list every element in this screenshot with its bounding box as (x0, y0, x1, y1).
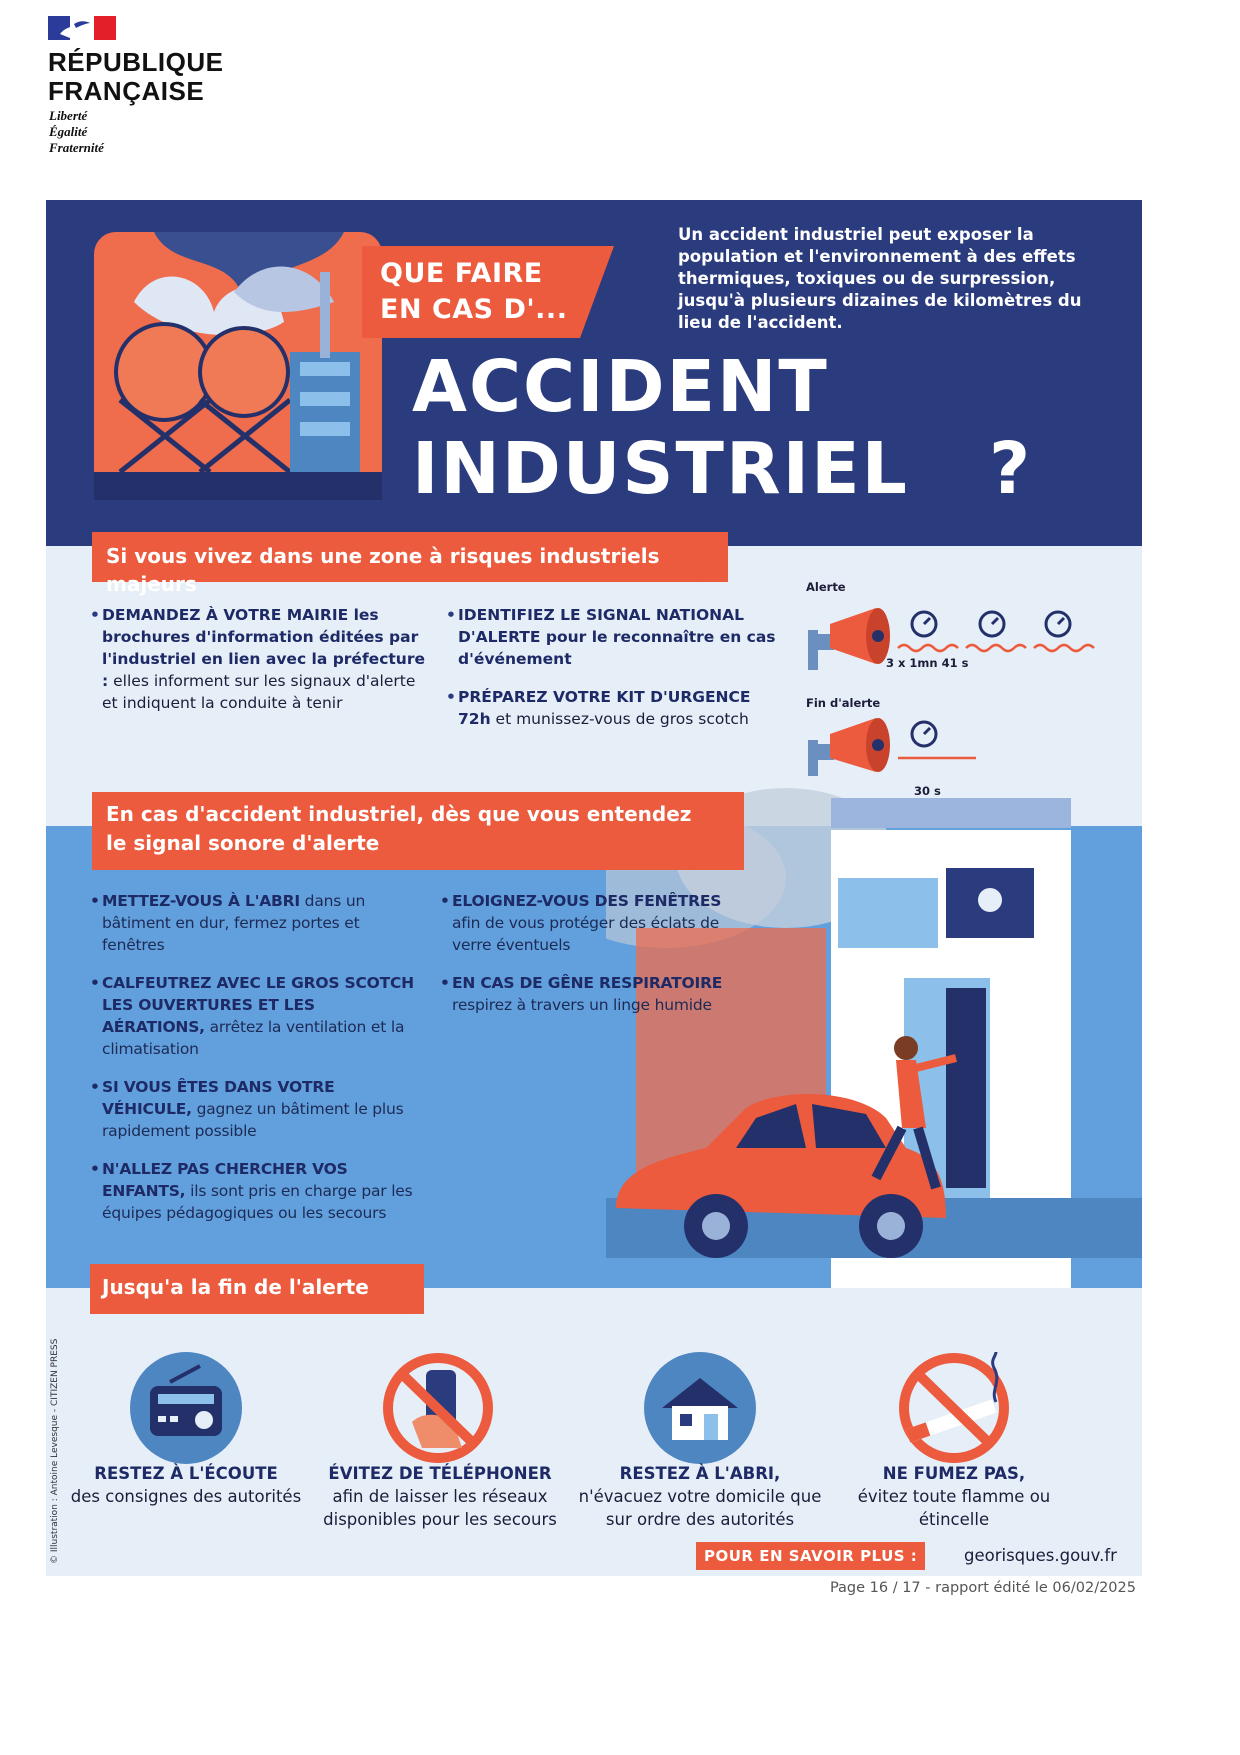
intro-text: Un accident industriel peut exposer la population et l'environnement à des effets thermiques, toxiques ou de surpression, jusqu'à plusieurs dizaines de kilomètres du lieu de l'accident. (678, 225, 1082, 332)
caption-title: ÉVITEZ DE TÉLÉPHONER (328, 1464, 552, 1483)
caption-title: RESTEZ À L'ÉCOUTE (94, 1464, 278, 1483)
ribbon-fin-alerte (90, 1264, 424, 1314)
item-text: arrêtez la ventilation et la climatisation (102, 1018, 405, 1058)
ribbon-line2: le signal sonore d'alerte (106, 831, 380, 855)
ribbon-line1: En cas d'accident industriel, dès que vous entendez (106, 802, 692, 826)
item-bold: SI VOUS ÊTES DANS VOTRE VÉHICULE, (102, 1078, 335, 1118)
rf-line2: FRANÇAISE (48, 76, 205, 106)
rf-line1: RÉPUBLIQUE (48, 47, 224, 77)
item-bold: METTEZ-VOUS À L'ABRI (102, 892, 300, 910)
republique-francaise (48, 48, 223, 106)
item-bold: DEMANDEZ À VOTRE MAIRIE les brochures d'information éditées par l'industriel en lien avec la préfecture : (102, 606, 425, 690)
item-text: gagnez un bâtiment le plus rapidement possible (102, 1100, 404, 1140)
qf-line1: QUE FAIRE (380, 258, 543, 289)
caption-abri (578, 1462, 822, 1531)
page-title (412, 346, 1032, 510)
devise-liberte: Liberté (49, 108, 88, 123)
ribbon-zone-risques-text: Si vous vivez dans une zone à risques industriels majeurs (106, 544, 660, 596)
no-phone-icon (382, 1352, 494, 1464)
radio-icon (130, 1352, 242, 1464)
alert-duration: 3 x 1mn 41 s (886, 656, 969, 670)
item-text: et munissez-vous de gros scotch (490, 710, 749, 728)
caption-title: RESTEZ À L'ABRI, (619, 1464, 781, 1483)
ribbon-fin-alerte-text: Jusqu'a la fin de l'alerte (102, 1275, 369, 1299)
more-info-label: POUR EN SAVOIR PLUS : (696, 1542, 925, 1570)
end-alert-duration: 30 s (914, 784, 941, 798)
item-text: ils sont pris en charge par les équipes pédagogiques ou les secours (102, 1182, 413, 1222)
list-item (446, 686, 776, 730)
caption-text: des consignes des autorités (70, 1487, 302, 1506)
devise-egalite: Égalité (49, 124, 88, 139)
caption-fumez (832, 1462, 1076, 1531)
item-bold: N'ALLEZ PAS CHERCHER VOS ENFANTS, (102, 1160, 348, 1200)
end-alert-label: Fin d'alerte (806, 696, 881, 710)
no-smoking-icon (898, 1352, 1010, 1464)
caption-telephoner (318, 1462, 562, 1531)
list-item (90, 1076, 420, 1142)
caption-text: évitez toute flamme ou étincelle (857, 1487, 1051, 1529)
zone-risques-col2 (446, 604, 776, 746)
devise-fraternite: Fraternité (49, 140, 104, 155)
qf-line2: EN CAS D'... (380, 294, 568, 325)
list-item (90, 1158, 420, 1224)
siren-icon (806, 594, 1136, 680)
list-item (90, 972, 420, 1060)
poster (46, 200, 1142, 1576)
ribbon-signal-alerte (92, 792, 744, 870)
list-item (440, 890, 740, 956)
item-bold: EN CAS DE GÊNE RESPIRATOIRE (452, 974, 723, 992)
caption-text: n'évacuez votre domicile que sur ordre des autorités (578, 1487, 822, 1529)
signal-alerte-col2 (440, 890, 740, 1032)
alert-label: Alerte (806, 580, 846, 594)
ribbon-signal-alerte-text (106, 800, 691, 858)
signal-alerte-col1 (90, 890, 420, 1240)
caption-title: NE FUMEZ PAS, (882, 1464, 1026, 1483)
page-footer: Page 16 / 17 - rapport édité le 06/02/2025 (829, 1580, 1136, 1596)
list-item (90, 890, 420, 956)
que-faire-label (380, 256, 567, 328)
list-item (446, 604, 776, 670)
title-line2: INDUSTRIEL ? (412, 427, 1033, 510)
more-info-link[interactable]: georisques.gouv.fr (964, 1546, 1117, 1565)
item-text: dans un bâtiment en dur, fermez portes et fenêtres (102, 892, 366, 954)
item-bold: ELOIGNEZ-VOUS DES FENÊTRES (452, 892, 722, 910)
item-bold: CALFEUTREZ AVEC LE GROS SCOTCH LES OUVERTURES ET LES AÉRATIONS, (102, 974, 414, 1036)
item-text: afin de vous protéger des éclats de verre éventuels (452, 914, 720, 954)
house-icon (644, 1352, 756, 1464)
item-bold: PRÉPAREZ VOTRE KIT D'URGENCE 72h (458, 688, 751, 728)
caption-text: afin de laisser les réseaux disponibles pour les secours (323, 1487, 557, 1529)
item-text: respirez à travers un linge humide (452, 996, 712, 1014)
list-item (440, 972, 740, 1016)
zone-risques-col1 (90, 604, 430, 730)
illustration-credit: © Illustration : Antoine Levesque - CITIZEN PRESS (50, 1338, 60, 1564)
factory-fire-illustration (94, 232, 382, 500)
item-bold: IDENTIFIEZ LE SIGNAL NATIONAL D'ALERTE pour le reconnaître en cas d'événement (458, 606, 776, 668)
caption-ecoute (64, 1462, 308, 1508)
ribbon-zone-risques (92, 532, 728, 596)
item-text: elles informent sur les signaux d'alerte et indiquent la conduite à tenir (102, 672, 416, 712)
marianne-logo (48, 16, 116, 40)
devise (49, 108, 104, 156)
list-item (90, 604, 430, 714)
title-line1: ACCIDENT (412, 345, 829, 428)
